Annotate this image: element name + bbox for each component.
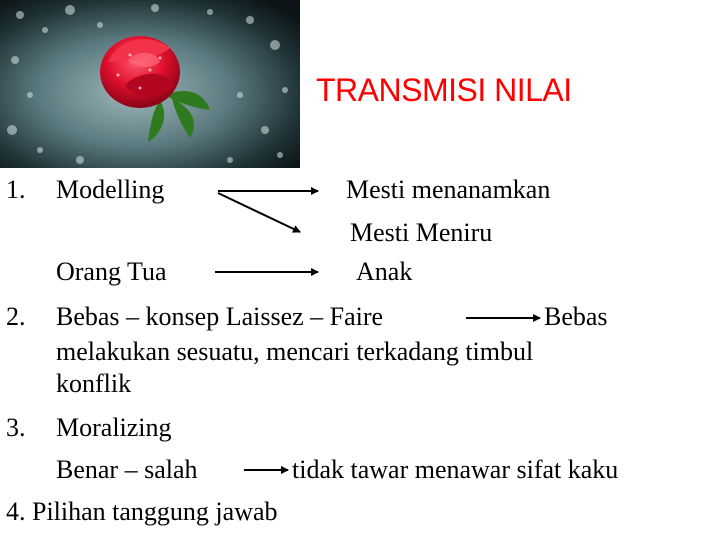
item-bebas: Bebas – konsep Laissez – Faire bbox=[56, 302, 384, 331]
item-moralizing: Moralizing bbox=[56, 413, 172, 442]
item-1-number: 1. bbox=[6, 175, 26, 204]
text-benar-salah: Benar – salah bbox=[56, 455, 198, 484]
text-mesti-meniru: Mesti Meniru bbox=[350, 218, 493, 247]
text-bebas: Bebas bbox=[544, 302, 608, 331]
arrow-modelling-meniru bbox=[218, 193, 300, 232]
item-4-pilihan: 4. Pilihan tanggung jawab bbox=[6, 497, 278, 526]
text-tidak-tawar: tidak tawar menawar sifat kaku bbox=[292, 455, 619, 484]
text-orang-tua: Orang Tua bbox=[56, 257, 167, 286]
slide-title: TRANSMISI NILAI bbox=[316, 72, 572, 108]
text-bebas-continuation-2: konflik bbox=[56, 369, 132, 398]
text-mesti-menanamkan: Mesti menanamkan bbox=[346, 175, 551, 204]
item-modelling: Modelling bbox=[56, 175, 165, 204]
text-anak: Anak bbox=[356, 257, 413, 286]
text-bebas-continuation-1: melakukan sesuatu, mencari terkadang timbul bbox=[56, 337, 534, 366]
item-3-number: 3. bbox=[6, 413, 26, 442]
item-2-number: 2. bbox=[6, 302, 26, 331]
